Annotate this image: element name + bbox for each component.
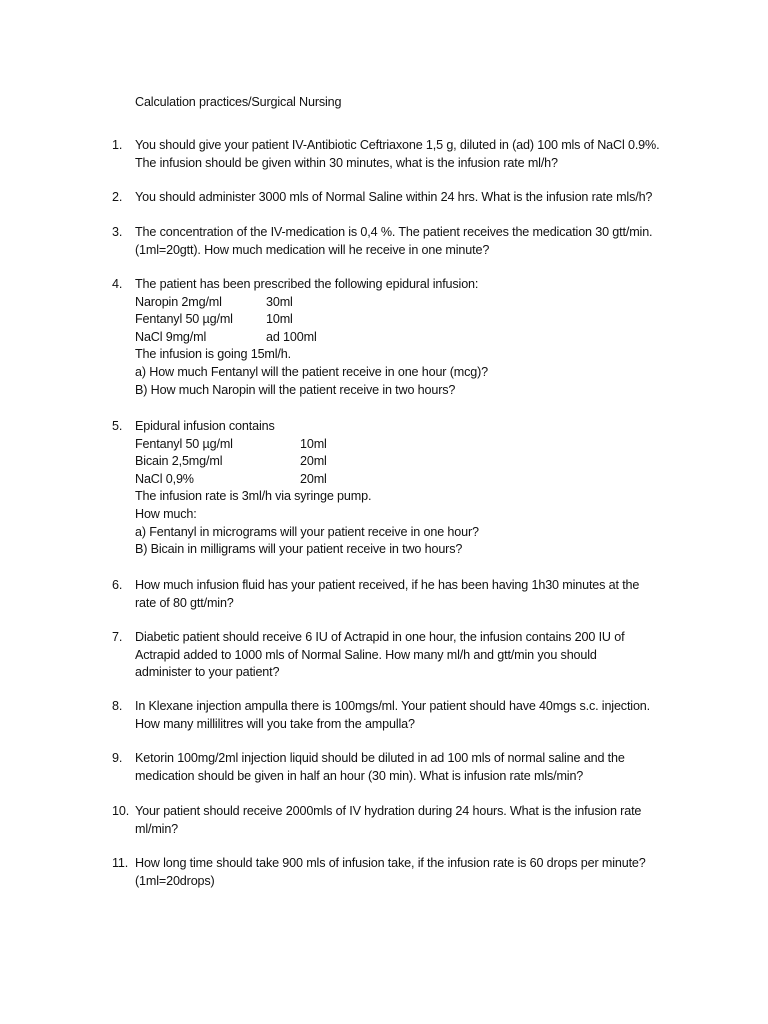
ingredient-amount: 10ml [300,436,327,451]
ingredient-name: Fentanyl 50 µg/ml [135,436,233,451]
ingredient-row [135,311,695,329]
question-line: How much: [135,506,197,521]
question-text [135,803,695,838]
question-intro: The patient has been prescribed the following epidural infusion: [135,277,479,291]
question-number: 5. [112,419,123,433]
ingredient-amount: 20ml [300,454,327,469]
question-line: rate of 80 gtt/min? [135,595,234,610]
ingredient-row [135,453,695,471]
question-number: 7. [112,630,123,644]
ingredient-amount: 20ml [300,471,327,486]
ingredient-amount: ad 100ml [266,329,317,344]
question-text [135,698,695,733]
question-line: a) Fentanyl in micrograms will your patient receive in one hour? [135,524,479,539]
question-line: In Klexane injection ampulla there is 100mgs/ml. Your patient should have 40mgs s.c. injection. [135,699,650,713]
ingredient-name: Naropin 2mg/ml [135,294,222,309]
question-text [135,855,695,890]
question-line: The infusion is going 15ml/h. [135,347,291,362]
question-text [135,629,695,682]
question-line: How many millilitres will you take from the ampulla? [135,716,415,731]
question-line: (1ml=20drops) [135,873,215,888]
question-line: The infusion rate is 3ml/h via syringe pump. [135,489,372,504]
ingredient-row [135,294,695,312]
question-line: administer to your patient? [135,665,280,680]
document-title: Calculation practices/Surgical Nursing [135,95,342,109]
ingredient-row [135,436,695,454]
question-line: ml/min? [135,821,179,836]
question-number: 6. [112,578,123,592]
question-line: You should give your patient IV-Antibiotic Ceftriaxone 1,5 g, diluted in (ad) 100 mls of NaCl 0.9%. [135,138,660,152]
ingredient-name: NaCl 9mg/ml [135,329,207,344]
ingredient-amount: 30ml [266,294,293,309]
question-number: 9. [112,751,123,765]
question-line: The infusion should be given within 30 minutes, what is the infusion rate ml/h? [135,155,558,170]
question-number: 3. [112,225,123,239]
ingredient-row [135,471,695,489]
question-number: 2. [112,190,123,204]
question-line: B) How much Naropin will the patient receive in two hours? [135,382,456,397]
question-text [135,137,695,172]
question-line: Your patient should receive 2000mls of IV hydration during 24 hours. What is the infusion rate [135,804,642,818]
question-text [135,418,695,559]
question-line: How long time should take 900 mls of infusion take, if the infusion rate is 60 drops per minute? [135,856,646,870]
question-number: 8. [112,699,123,713]
question-line: Ketorin 100mg/2ml injection liquid should be diluted in ad 100 mls of normal saline and the [135,751,625,765]
ingredient-name: Fentanyl 50 µg/ml [135,312,233,327]
question-line: Actrapid added to 1000 mls of Normal Saline. How many ml/h and gtt/min you should [135,647,597,662]
question-line: You should administer 3000 mls of Normal Saline within 24 hrs. What is the infusion rate mls/h? [135,190,653,204]
question-text [135,750,695,785]
question-number: 4. [112,277,123,291]
question-line: How much infusion fluid has your patient received, if he has been having 1h30 minutes at the [135,578,640,592]
ingredient-name: NaCl 0,9% [135,471,194,486]
question-text [135,577,695,612]
question-line: a) How much Fentanyl will the patient receive in one hour (mcg)? [135,364,488,379]
ingredient-amount: 10ml [266,312,293,327]
question-line: The concentration of the IV-medication is 0,4 %. The patient receives the medication 30 gtt/min. [135,225,653,239]
question-number: 10. [112,804,130,818]
question-line: B) Bicain in milligrams will your patient receive in two hours? [135,542,463,557]
question-line: (1ml=20gtt). How much medication will he receive in one minute? [135,242,490,257]
question-line: Diabetic patient should receive 6 IU of Actrapid in one hour, the infusion contains 200 IU of [135,630,625,644]
ingredient-row [135,329,695,347]
question-text [135,189,695,207]
question-number: 11. [112,856,129,870]
ingredient-name: Bicain 2,5mg/ml [135,454,223,469]
question-number: 1. [112,138,123,152]
question-line: medication should be given in half an hour (30 min). What is infusion rate mls/min? [135,768,584,783]
question-text [135,276,695,399]
question-text [135,224,695,259]
question-intro: Epidural infusion contains [135,419,275,433]
